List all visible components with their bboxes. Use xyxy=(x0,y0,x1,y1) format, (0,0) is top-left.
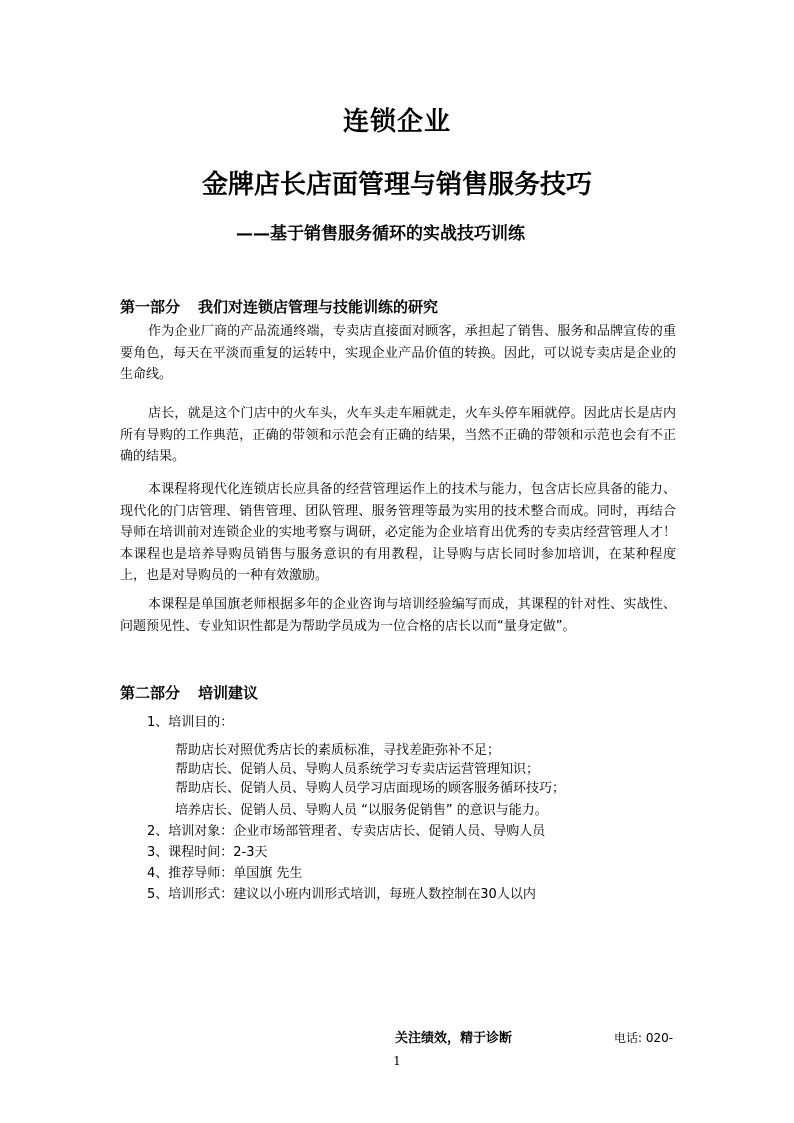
document-subtitle: 金牌店长店面管理与销售服务技巧 xyxy=(201,170,592,200)
section-heading-part2 xyxy=(120,682,258,703)
list-item: 5、培训形式：建议以小班内训形式培训，每班人数控制在30人以内 xyxy=(147,887,536,902)
list-item-goal-label: 1、培训目的： xyxy=(147,715,234,730)
list-item-goal: 帮助店长对照优秀店长的素质标准，寻找差距弥补不足； xyxy=(175,743,501,758)
document-title: 连锁企业 xyxy=(342,107,451,137)
list-item-goal: 帮助店长、促销人员、导购人员系统学习专卖店运营管理知识； xyxy=(175,762,540,777)
list-item-goal: 帮助店长、促销人员、导购人员学习店面现场的顾客服务循环技巧； xyxy=(175,781,566,796)
section-title: 培训建议 xyxy=(198,684,259,702)
list-item: 3、课程时间：2-3天 xyxy=(147,845,268,860)
section-number: 第一部分 xyxy=(120,298,181,316)
paragraph: 本课程是单国旗老师根据多年的企业咨询与培训经验编写而成，其课程的针对性、实战性、问题预见性、专业知识性都是为帮助学员成为一位合格的店长以而“量身定做”。 xyxy=(120,597,676,634)
section-number: 第二部分 xyxy=(120,684,181,702)
list-item-goal: 培养店长、促销人员、导购人员 “以服务促销售” 的意识与能力。 xyxy=(175,803,548,818)
paragraph: 本课程将现代化连锁店长应具备的经营管理运作上的技术与能力，包含店长应具备的能力、现代化的门店管理、销售管理、团队管理、服务管理等最为实用的技术整合而成。同时，再结合导师在培训前对连锁企业的实地考察与调研，必定能为企业培育出优秀的专卖店经营管理人才！本课程也是培养导购员销售与服务意识的有用教程，让导购与店长同时参加培训，在某种程度上，也是对导购员的一种有效激励。 xyxy=(120,482,676,583)
footer-phone: 电话: 020- xyxy=(614,1031,674,1045)
list-item: 2、培训对象：企业市场部管理者、专卖店店长、促销人员、导购人员 xyxy=(147,824,546,839)
paragraph: 作为企业厂商的产品流通终端，专卖店直接面对顾客，承担起了销售、服务和品牌宣传的重要角色，每天在平淡而重复的运转中，实现企业产品价值的转换。因此，可以说专卖店是企业的生命线。 xyxy=(120,324,676,382)
section-heading-part1 xyxy=(120,296,438,317)
list-item: 4、推荐导师：单国旗 先生 xyxy=(147,866,303,881)
document-tagline: ——基于销售服务循环的实战技巧训练 xyxy=(236,224,525,244)
footer-slogan: 关注绩效，精于诊断 xyxy=(395,1031,513,1046)
section-title: 我们对连锁店管理与技能训练的研究 xyxy=(198,298,439,316)
paragraph: 店长，就是这个门店中的火车头，火车头走车厢就走，火车头停车厢就停。因此店长是店内所有导购的工作典范，正确的带领和示范会有正确的结果，当然不正确的带领和示范也会有不正确的结果。 xyxy=(120,406,676,464)
page-number: 1 xyxy=(393,1054,401,1068)
